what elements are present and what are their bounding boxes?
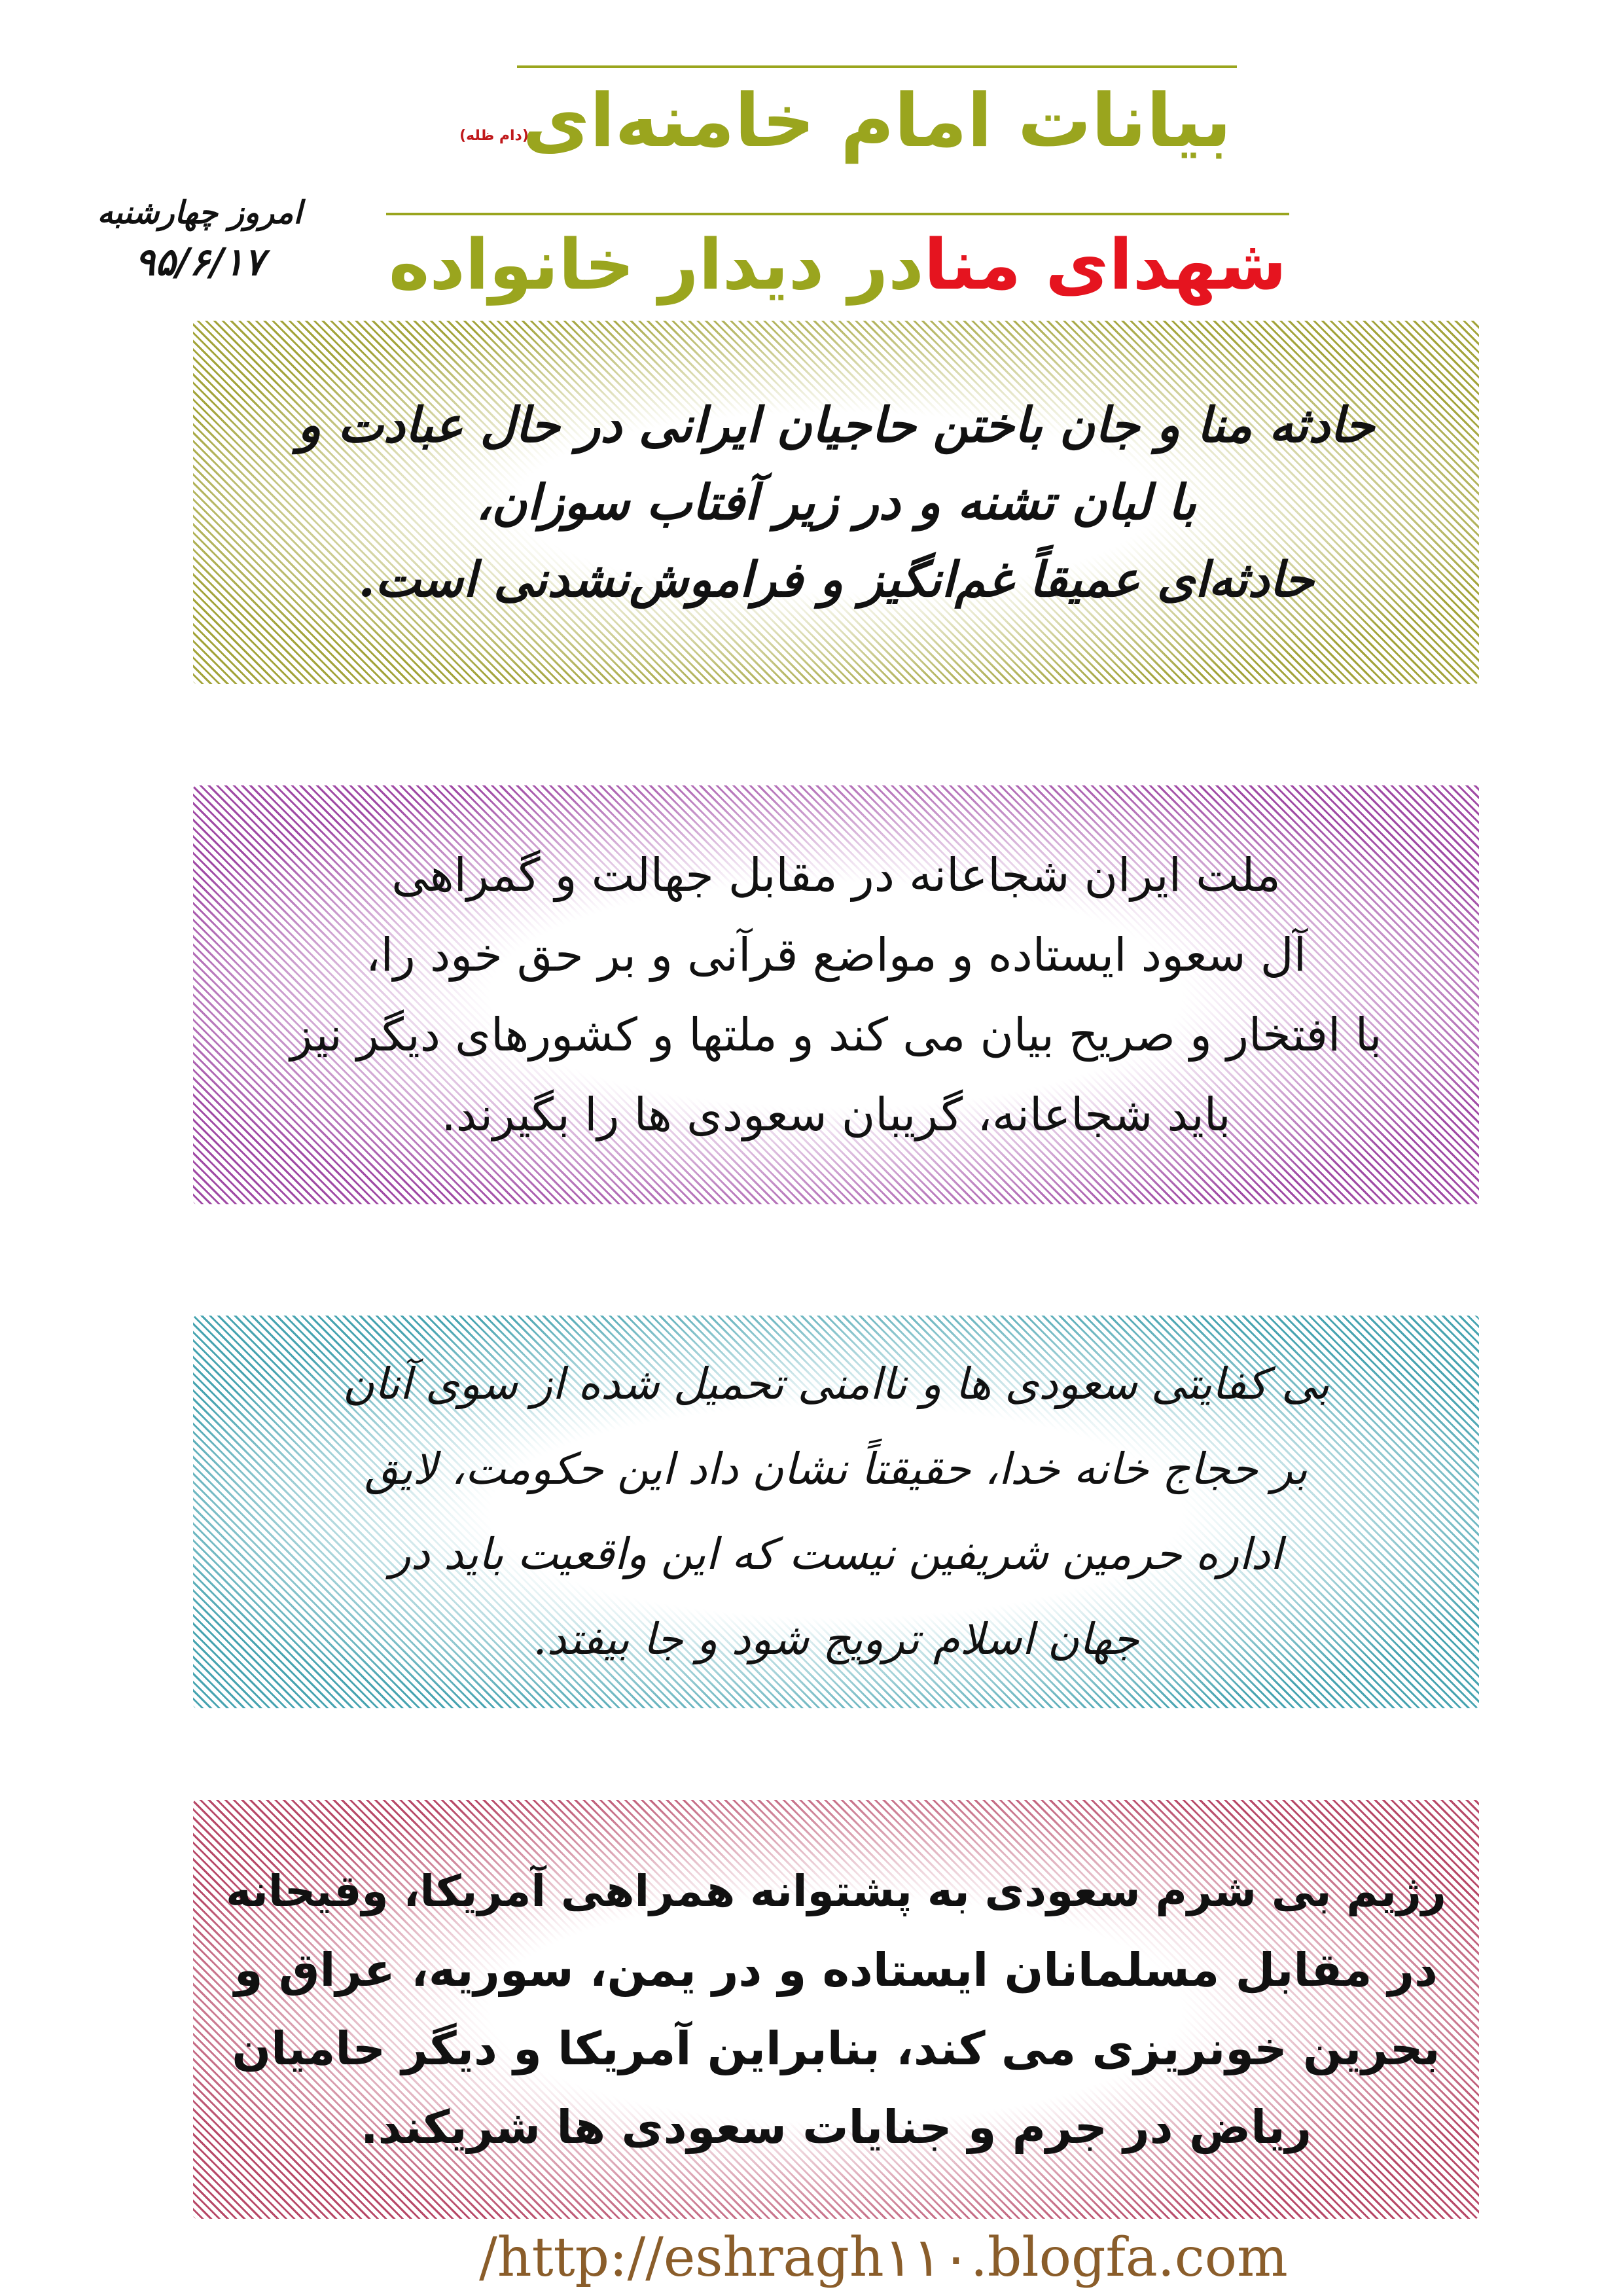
quote-line: باید شجاعانه، گریبان سعودی ها را بگیرند. — [441, 1088, 1231, 1141]
title-middle-rule — [386, 213, 1289, 215]
quote-line: جهان اسلام ترویج شود و جا بیفتد. — [533, 1614, 1139, 1664]
page-title: بیانات امام خامنه‌ای — [522, 79, 1232, 164]
quote-text-1 — [193, 321, 1479, 684]
quote-line: بحرین خونریزی می کند، بنابراین آمریکا و دیگر حامیان — [232, 2022, 1440, 2075]
quote-line: با لبان تشنه و در زیر آفتاب سوزان، — [476, 474, 1196, 531]
date-value: ۹۵/۶/۱۷ — [134, 240, 265, 284]
quote-text-3 — [193, 1316, 1479, 1708]
quote-line: آل سعود ایستاده و مواضع قرآنی و بر حق خود را، — [365, 928, 1307, 982]
quote-line: اداره حرمین شریفین نیست که این واقعیت باید در — [389, 1529, 1283, 1579]
quote-line: ریاض در جرم و جنایات سعودی ها شریکند. — [361, 2100, 1311, 2154]
quote-line: ملت ایران شجاعانه در مقابل جهالت و گمراهی — [391, 848, 1281, 902]
quote-line: رژیم بی شرم سعودی به پشتوانه همراهی آمریکا، وقیحانه — [226, 1866, 1446, 1916]
quote-box-1 — [193, 321, 1479, 684]
footer-blog-url[interactable]: /http://eshragh۱۱۰.blogfa.com — [479, 2227, 1288, 2289]
page-subtitle — [386, 216, 1289, 314]
title-honorific-note: (دام ظله) — [459, 128, 529, 144]
quote-line: بی کفایتی سعودی ها و ناامنی تحمیل شده از سوی آنان — [342, 1359, 1330, 1409]
quote-text-4 — [193, 1800, 1479, 2219]
subtitle-red-part: شهدای منا — [923, 224, 1287, 305]
quote-box-2 — [193, 785, 1479, 1204]
quote-text-2 — [193, 785, 1479, 1204]
date-block — [26, 190, 373, 288]
quote-line: حادثه‌ای عمیقاً غم‌انگیز و فراموش‌نشدنی است. — [358, 551, 1314, 608]
quote-box-4 — [193, 1800, 1479, 2219]
quote-line: با افتخار و صریح بیان می کند و ملتها و کشورهای دیگر نیز — [290, 1008, 1382, 1062]
subtitle-green-part: در دیدار خانواده — [388, 224, 924, 305]
quote-box-3 — [193, 1316, 1479, 1708]
quote-line: حادثه منا و جان باختن حاجیان ایرانی در حال عبادت و — [297, 397, 1375, 454]
quote-line: در مقابل مسلمانان ایستاده و در یمن، سوریه، عراق و — [234, 1943, 1438, 1997]
quote-line: بر حجاج خانه خدا، حقیقتاً نشان داد این حکومت، لایق — [365, 1444, 1308, 1494]
date-weekday: امروز چهارشنبه — [97, 194, 302, 231]
